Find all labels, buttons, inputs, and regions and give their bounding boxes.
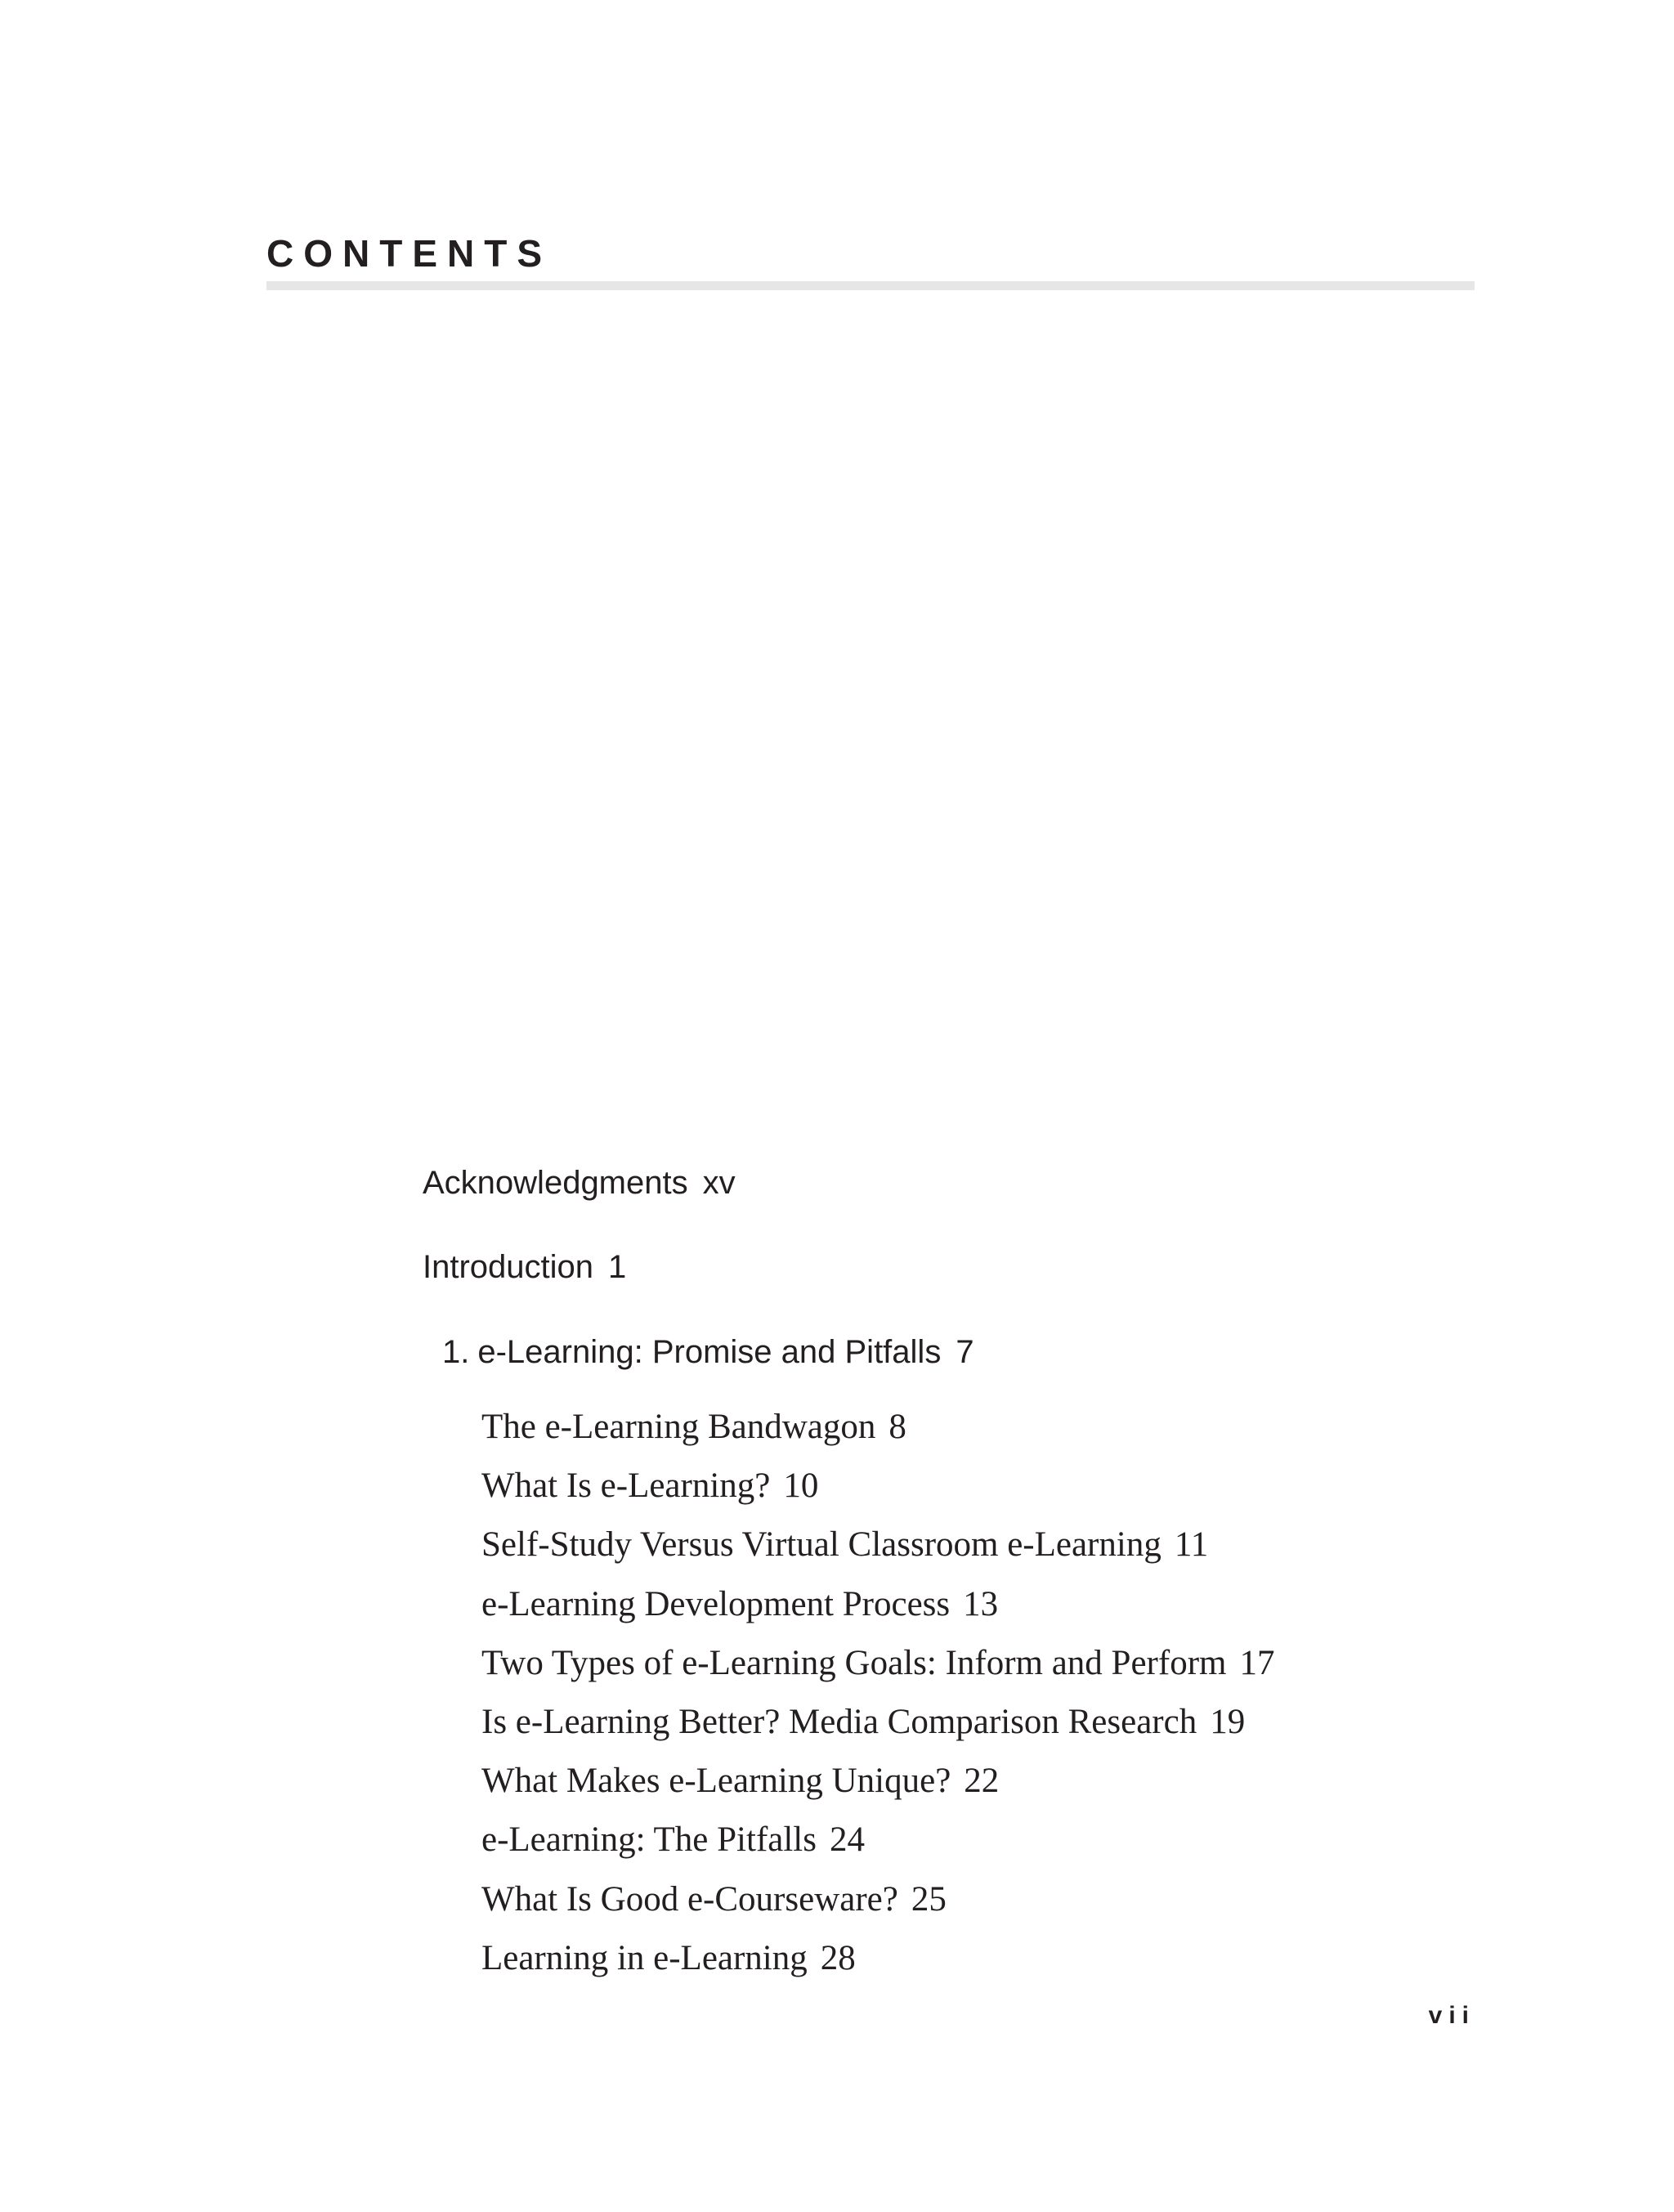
section-page: 8 [888,1408,906,1446]
section-page: 25 [911,1879,947,1919]
toc-section-item[interactable] [481,1575,1274,1634]
toc-section-item[interactable] [481,1457,1274,1516]
section-page: 22 [964,1762,1000,1801]
toc-section-item[interactable] [481,1870,1274,1929]
toc-section-item[interactable] [481,1693,1274,1752]
chapter-1-sections [481,1398,1274,1988]
toc-entry-page: xv [702,1165,736,1201]
section-page: 28 [820,1938,856,1977]
section-title: Learning in e-Learning [481,1938,808,1977]
section-title: Is e-Learning Better? Media Comparison Research [481,1702,1197,1741]
chapter-number: 1. [442,1334,470,1370]
toc-chapter-1[interactable] [442,1332,974,1372]
section-title: What Is e-Learning? [481,1466,771,1506]
toc-entry-introduction[interactable] [423,1247,626,1287]
toc-entry-title: Acknowledgments [423,1165,688,1201]
section-title: The e-Learning Bandwagon [481,1408,876,1446]
chapter-page: 7 [956,1334,974,1370]
section-page: 17 [1239,1643,1275,1682]
section-title: What Makes e-Learning Unique? [481,1762,951,1801]
toc-section-item[interactable] [481,1398,1274,1457]
toc-entry-title: Introduction [423,1249,594,1285]
section-title: What Is Good e-Courseware? [481,1879,898,1919]
chapter-title: e-Learning: Promise and Pitfalls [477,1334,942,1370]
toc-entry-acknowledgments[interactable] [423,1162,736,1203]
page-number: vii [1428,2002,1475,2029]
toc-section-item[interactable] [481,1811,1274,1869]
toc-section-item[interactable] [481,1752,1274,1811]
section-title: e-Learning: The Pitfalls [481,1820,817,1860]
section-title: Self-Study Versus Virtual Classroom e-Learning [481,1525,1162,1565]
section-page: 11 [1174,1525,1209,1565]
section-page: 13 [963,1584,999,1623]
heading-rule [266,281,1475,290]
page-title: CONTENTS [266,232,552,275]
toc-section-item[interactable] [481,1516,1274,1574]
toc-section-item[interactable] [481,1634,1274,1693]
section-page: 19 [1210,1702,1246,1741]
section-page: 10 [783,1466,819,1506]
section-title: Two Types of e-Learning Goals: Inform and Perform [481,1643,1227,1682]
toc-entry-page: 1 [608,1249,627,1285]
section-title: e-Learning Development Process [481,1584,951,1623]
section-page: 24 [829,1820,865,1860]
toc-section-item[interactable] [481,1929,1274,1988]
